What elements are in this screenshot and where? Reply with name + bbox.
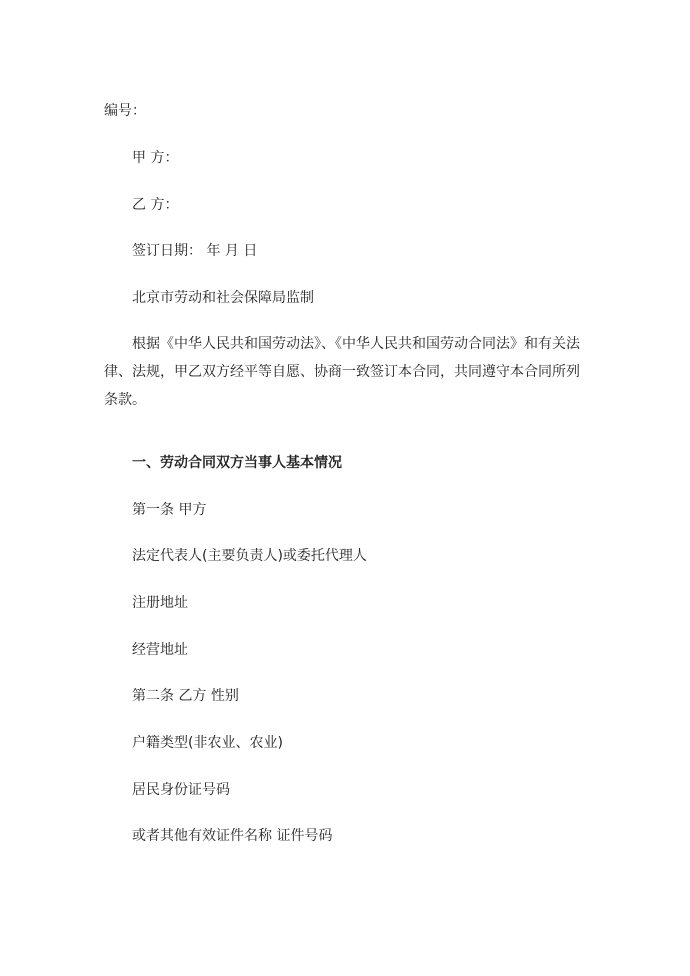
business-address-label: 经营地址 xyxy=(132,642,188,658)
supervisor-text: 北京市劳动和社会保障局监制 xyxy=(132,290,314,306)
household-type-label: 户籍类型(非农业、农业) xyxy=(132,735,283,751)
section-1-heading: 一、劳动合同双方当事人基本情况 xyxy=(132,455,342,471)
party-a-label: 甲 方： xyxy=(132,150,179,166)
legal-representative-label: 法定代表人(主要负责人)或委托代理人 xyxy=(132,548,367,564)
contract-number-label: 编号： xyxy=(104,103,146,119)
id-number-label: 居民身份证号码 xyxy=(132,782,230,798)
article-2: 第二条 乙方 性别 xyxy=(132,688,239,704)
registered-address-label: 注册地址 xyxy=(132,595,188,611)
article-1: 第一条 甲方 xyxy=(132,502,207,518)
other-id-label: 或者其他有效证件名称 证件号码 xyxy=(132,828,333,844)
party-b-label: 乙 方： xyxy=(132,197,179,213)
preamble-paragraph: 根据《中华人民共和国劳动法》、《中华人民共和国劳动合同法》和有关法律、法规，甲乙双方经平等自愿、协商一致签订本合同，共同遵守本合同所列条款。 xyxy=(104,336,580,408)
sign-date-label: 签订日期： 年 月 日 xyxy=(132,243,258,259)
